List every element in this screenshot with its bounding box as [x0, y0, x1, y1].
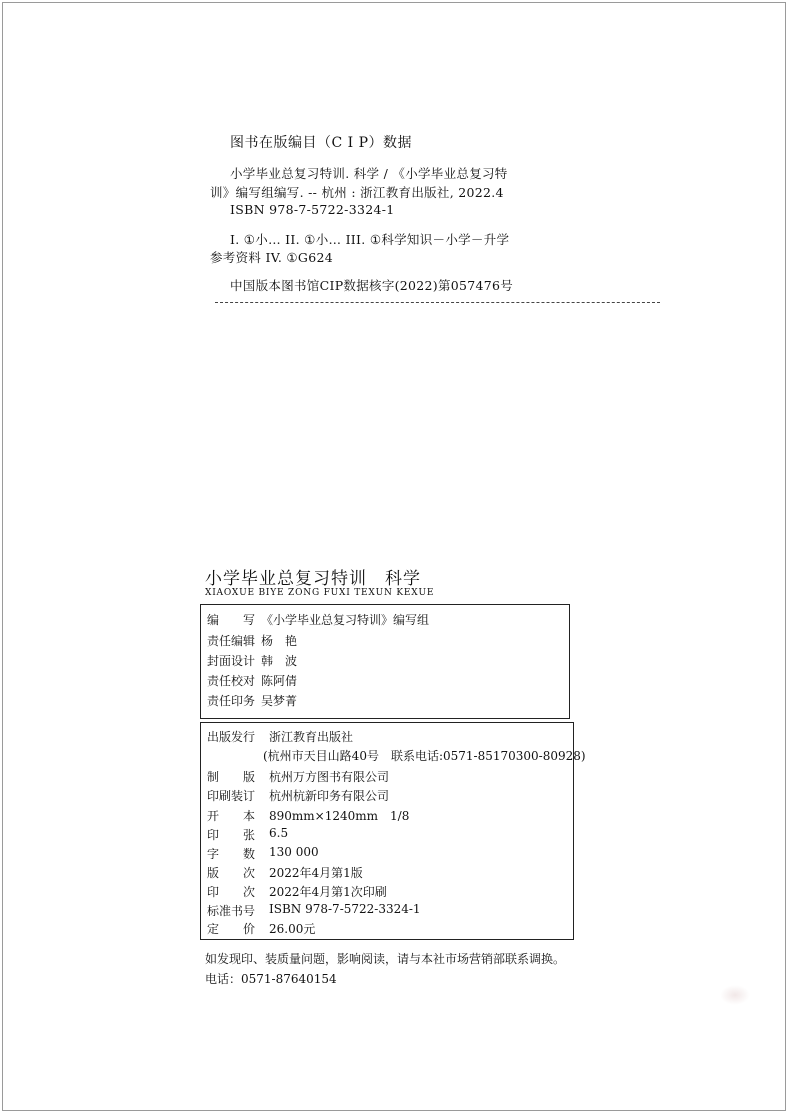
editorial-label: 责任校对	[207, 674, 256, 688]
publishing-value: 杭州杭新印务有限公司	[269, 789, 390, 803]
publishing-label: 印 次	[207, 885, 256, 899]
publishing-value: ISBN 978-7-5722-3324-1	[269, 902, 421, 916]
book-title: 小学毕业总复习特训 科学	[205, 569, 421, 589]
publishing-value: 2022年4月第1次印刷	[269, 885, 387, 899]
quality-notice: 如发现印、装质量问题，影响阅读，请与本社市场营销部联系调换。	[205, 952, 566, 966]
publishing-label: 印 张	[207, 828, 256, 842]
editorial-label: 责任编辑	[207, 634, 256, 648]
cip-line-6: 中国版本图书馆CIP数据核字(2022)第057476号	[230, 278, 514, 293]
editorial-label: 封面设计	[207, 654, 256, 668]
publisher-address: (杭州市天目山路40号 联系电话:0571-85170300-80928)	[263, 749, 586, 763]
publishing-box	[200, 722, 586, 940]
publishing-label: 出版发行	[207, 730, 256, 744]
editorial-value: 吴梦菁	[261, 694, 298, 708]
publishing-value: 浙江教育出版社	[269, 730, 354, 744]
cip-line-4: I. ①小… II. ①小… III. ①科学知识－小学－升学	[230, 232, 510, 247]
editorial-label: 编 写	[207, 613, 256, 627]
publishing-value: 26.00元	[269, 922, 316, 936]
publishing-value: 2022年4月第1版	[269, 866, 363, 880]
publishing-value: 130 000	[269, 845, 319, 859]
publishing-label: 定 价	[207, 922, 256, 936]
cip-divider	[215, 302, 660, 303]
editorial-value: 杨 艳	[261, 634, 298, 648]
cip-line-2: 训》编写组编写. -- 杭州 : 浙江教育出版社, 2022.4	[210, 185, 504, 200]
editorial-value: 韩 波	[261, 654, 298, 668]
contact-phone: 电话：0571-87640154	[205, 972, 337, 986]
cip-line-1: 小学毕业总复习特训. 科学 / 《小学毕业总复习特	[230, 166, 508, 181]
editorial-value: 陈阿倩	[261, 674, 298, 688]
publishing-value: 6.5	[269, 826, 289, 840]
publishing-value: 杭州万方图书有限公司	[269, 770, 390, 784]
publishing-label: 标准书号	[207, 904, 256, 918]
cip-line-5: 参考资料 IV. ①G624	[210, 250, 333, 265]
editorial-box	[200, 604, 570, 719]
publishing-label: 开 本	[207, 809, 256, 823]
cip-title: 图书在版编目（C I P）数据	[230, 135, 413, 151]
publishing-label: 印刷装订	[207, 789, 256, 803]
publishing-label: 制 版	[207, 770, 256, 784]
faint-stain	[720, 985, 750, 1005]
book-pinyin: XIAOXUE BIYE ZONG FUXI TEXUN KEXUE	[205, 588, 435, 598]
editorial-value: 《小学毕业总复习特训》编写组	[261, 613, 430, 627]
editorial-label: 责任印务	[207, 694, 256, 708]
publishing-label: 字 数	[207, 847, 256, 861]
cip-line-3: ISBN 978-7-5722-3324-1	[230, 202, 395, 217]
publishing-label: 版 次	[207, 866, 256, 880]
publishing-value: 890mm×1240mm 1/8	[269, 809, 410, 823]
